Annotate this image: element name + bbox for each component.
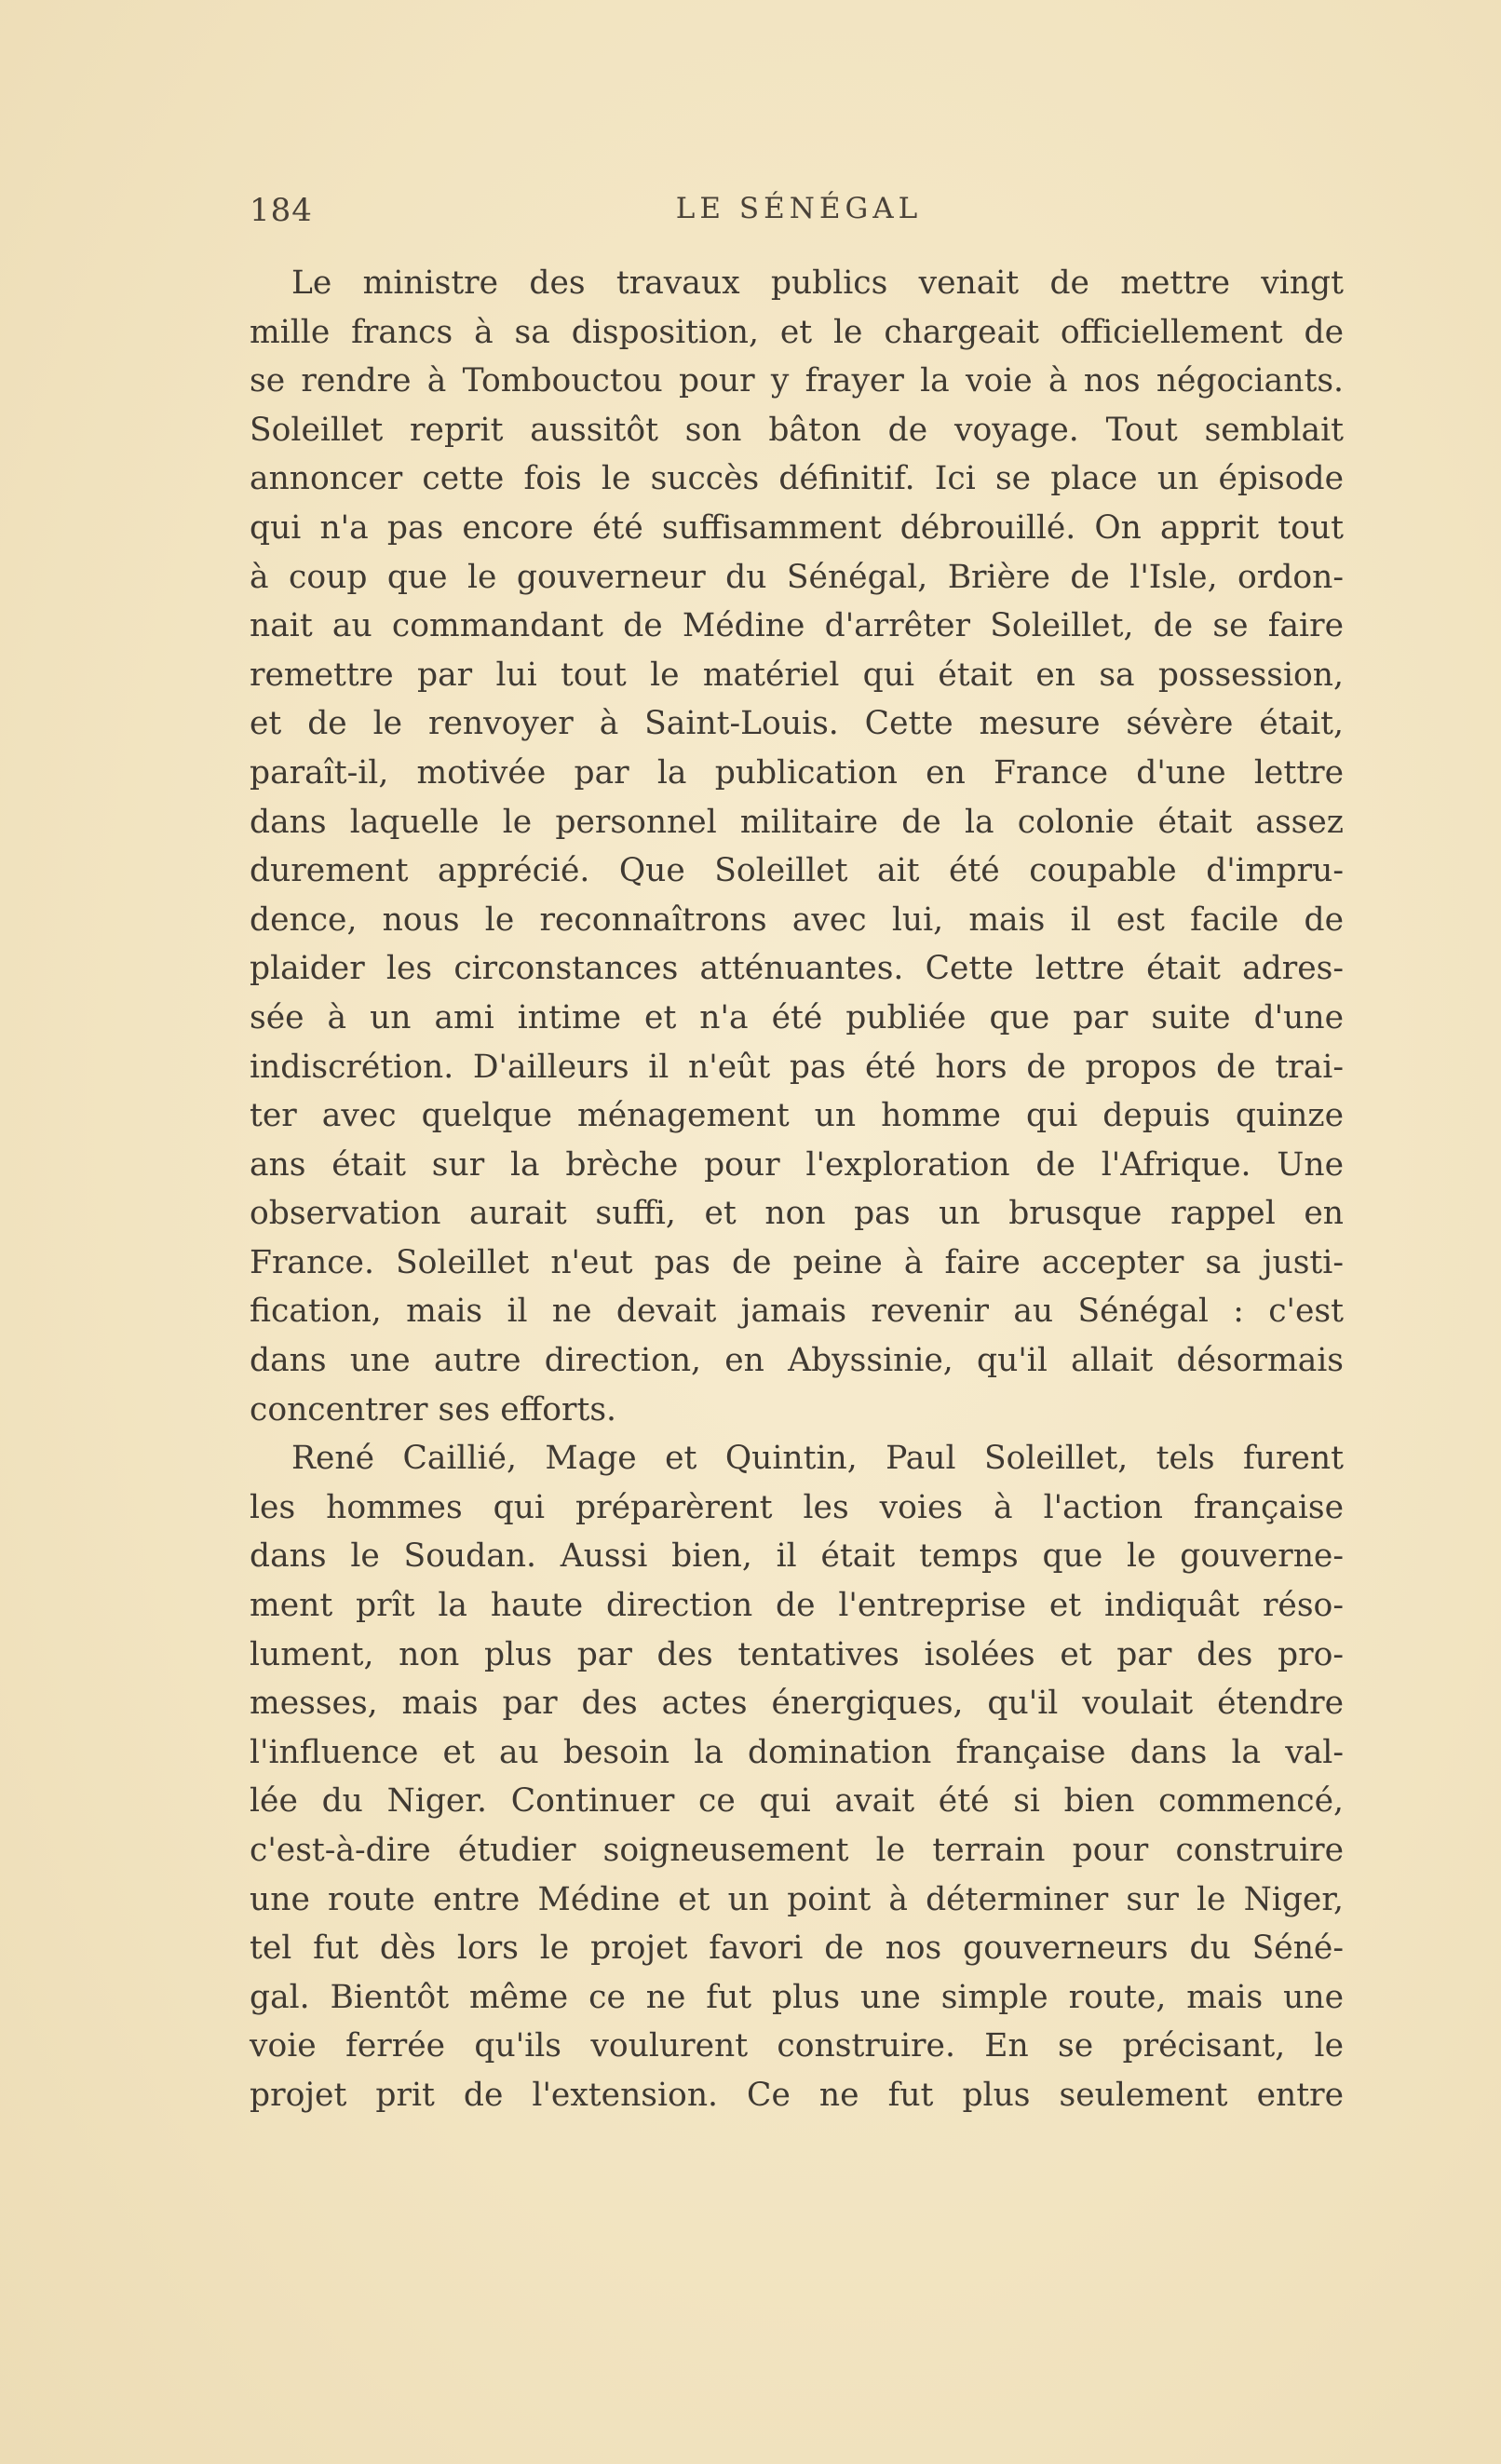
text-line: une route entre Médine et un point à déterminer sur le Niger, xyxy=(250,1880,1344,1918)
text-line: c'est-à-dire étudier soigneusement le terrain pour construire xyxy=(250,1832,1344,1869)
text-line: tel fut dès lors le projet favori de nos gouverneurs du Séné- xyxy=(250,1929,1344,1968)
text-line: annoncer cette fois le succès définitif. Ici se place un épisode xyxy=(250,460,1344,498)
running-title: LE SÉNÉGAL xyxy=(675,192,923,225)
text-line: se rendre à Tombouctou pour y frayer la voie à nos négociants. xyxy=(250,362,1344,400)
text-line: René Caillié, Mage et Quintin, Paul Soleillet, tels furent xyxy=(291,1440,1344,1478)
text-line: qui n'a pas encore été suffisamment débrouillé. On apprit tout xyxy=(250,508,1344,547)
text-line: messes, mais par des actes énergiques, qu'il voulait étendre xyxy=(250,1685,1344,1723)
text-line: remettre par lui tout le matériel qui était en sa possession, xyxy=(250,656,1344,694)
text-line: indiscrétion. D'ailleurs il n'eût pas été hors de propos de trai- xyxy=(250,1048,1344,1086)
text-line: à coup que le gouverneur du Sénégal, Brière de l'Isle, ordon- xyxy=(250,558,1344,596)
text-line: dence, nous le reconnaîtrons avec lui, mais il est facile de xyxy=(250,900,1344,939)
text-line: France. Soleillet n'eut pas de peine à faire accepter sa justi- xyxy=(250,1243,1344,1281)
text-line: l'influence et au besoin la domination française dans la val- xyxy=(250,1733,1344,1771)
text-line: Soleillet reprit aussitôt son bâton de voyage. Tout semblait xyxy=(250,411,1344,449)
text-line: ans était sur la brèche pour l'exploration de l'Afrique. Une xyxy=(250,1145,1344,1184)
text-line: ter avec quelque ménagement un homme qui depuis quinze xyxy=(250,1097,1344,1135)
page-header xyxy=(250,192,1348,238)
text-line: dans une autre direction, en Abyssinie, qu'il allait désormais xyxy=(250,1342,1344,1380)
text-line: plaider les circonstances atténuantes. Cette lettre était adres- xyxy=(250,950,1344,988)
text-line: paraît-il, motivée par la publication en France d'une lettre xyxy=(250,753,1344,792)
page-number: 184 xyxy=(250,192,313,229)
text-line: durement apprécié. Que Soleillet ait été coupable d'impru- xyxy=(250,852,1344,890)
text-line: dans laquelle le personnel militaire de la colonie était assez xyxy=(250,803,1344,841)
text-line: dans le Soudan. Aussi bien, il était temps que le gouverne- xyxy=(250,1537,1344,1576)
text-line: ment prît la haute direction de l'entreprise et indiquât réso- xyxy=(250,1587,1344,1625)
text-line: sée à un ami intime et n'a été publiée que par suite d'une xyxy=(250,998,1344,1036)
text-line: les hommes qui préparèrent les voies à l'action française xyxy=(250,1488,1344,1526)
text-line: projet prit de l'extension. Ce ne fut plus seulement entre xyxy=(250,2076,1344,2114)
text-line: observation aurait suffi, et non pas un brusque rappel en xyxy=(250,1195,1344,1233)
text-line: gal. Bientôt même ce ne fut plus une simple route, mais une xyxy=(250,1978,1344,2016)
text-line: voie ferrée qu'ils voulurent construire. En se précisant, le xyxy=(250,2027,1344,2065)
text-line: mille francs à sa disposition, et le chargeait officiellement de xyxy=(250,313,1344,351)
text-line: fication, mais il ne devait jamais revenir au Sénégal : c'est xyxy=(250,1293,1344,1331)
text-line: Le ministre des travaux publics venait de mettre vingt xyxy=(291,264,1344,302)
text-line: lument, non plus par des tentatives isolées et par des pro- xyxy=(250,1635,1344,1673)
text-line: nait au commandant de Médine d'arrêter Soleillet, de se faire xyxy=(250,607,1344,645)
text-line: concentrer ses efforts. xyxy=(250,1390,617,1428)
body-text xyxy=(250,259,1344,2120)
text-line: lée du Niger. Continuer ce qui avait été si bien commencé, xyxy=(250,1782,1344,1821)
text-line: et de le renvoyer à Saint-Louis. Cette mesure sévère était, xyxy=(250,705,1344,743)
